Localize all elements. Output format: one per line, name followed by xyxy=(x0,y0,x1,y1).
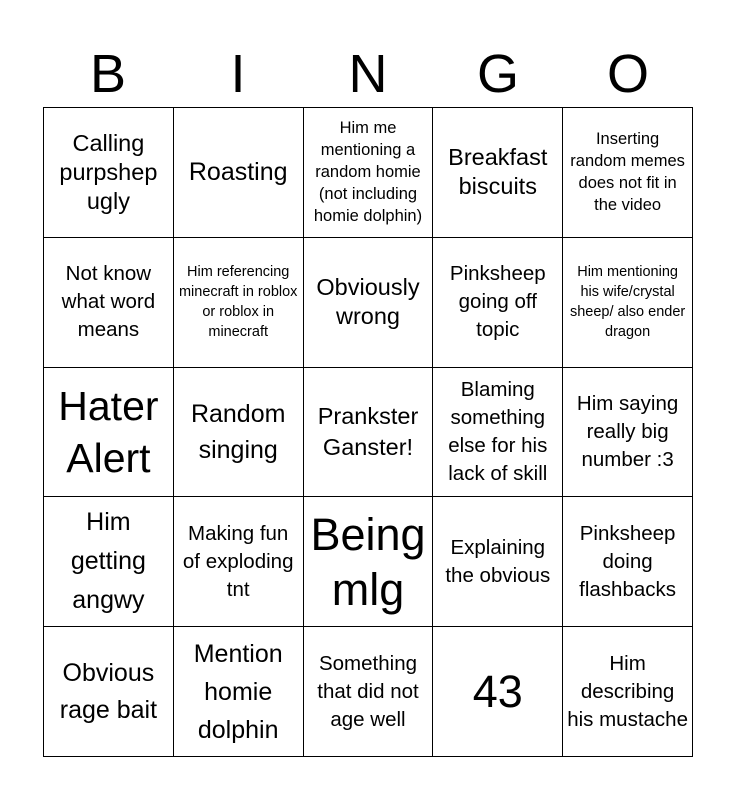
header-letter-g: G xyxy=(476,44,519,104)
bingo-cell[interactable] xyxy=(304,368,434,498)
cell-text: Roasting xyxy=(188,157,288,186)
cell-text: Something that did not age well xyxy=(317,651,419,731)
bingo-cell[interactable] xyxy=(44,238,174,368)
cell-text: Him saying really big number :3 xyxy=(576,391,679,471)
bingo-cell[interactable] xyxy=(174,368,304,498)
cell-text: Mention homie dolphin xyxy=(193,639,283,744)
bingo-cell[interactable] xyxy=(563,108,693,238)
bingo-grid xyxy=(43,107,693,757)
header-letter-n: N xyxy=(348,44,388,104)
bingo-cell[interactable] xyxy=(304,497,434,627)
cell-text: Obviously wrong xyxy=(316,274,420,330)
bingo-cell[interactable] xyxy=(174,497,304,627)
bingo-cell[interactable] xyxy=(433,497,563,627)
bingo-cell[interactable] xyxy=(174,238,304,368)
cell-text: Making fun of exploding tnt xyxy=(182,521,294,601)
header-letter-b: B xyxy=(89,44,127,104)
cell-text: Him mentioning his wife/crystal sheep/ also ender dragon xyxy=(569,264,686,341)
cell-text: Him describing his mustache xyxy=(567,651,688,731)
bingo-cell[interactable] xyxy=(174,108,304,238)
bingo-cell[interactable] xyxy=(44,108,174,238)
header-letter-o: O xyxy=(606,44,649,104)
bingo-cell[interactable] xyxy=(433,368,563,498)
bingo-cell[interactable] xyxy=(563,238,693,368)
cell-text: Hater Alert xyxy=(58,382,159,481)
bingo-cell[interactable] xyxy=(433,108,563,238)
bingo-cell[interactable] xyxy=(563,627,693,757)
header-letter-i: I xyxy=(230,44,246,104)
cell-text: Blaming something else for his lack of skill xyxy=(448,377,548,485)
bingo-header xyxy=(43,42,693,106)
cell-text: Pinksheep doing flashbacks xyxy=(579,521,677,601)
bingo-cell[interactable] xyxy=(563,368,693,498)
cell-text: Him referencing minecraft in roblox or roblox in minecraft xyxy=(178,264,298,341)
cell-text: Calling purpshep ugly xyxy=(59,129,158,214)
bingo-cell[interactable] xyxy=(433,238,563,368)
cell-text: Pinksheep going off topic xyxy=(449,262,546,342)
bingo-cell[interactable] xyxy=(304,238,434,368)
cell-text: Inserting random memes does not fit in the video xyxy=(570,130,685,215)
cell-text: Obvious rage bait xyxy=(59,658,158,724)
cell-text: Him me mentioning a random homie (not including homie dolphin) xyxy=(313,119,423,226)
bingo-cell[interactable] xyxy=(304,627,434,757)
cell-text: Explaining the obvious xyxy=(445,535,551,587)
cell-text: Not know what word means xyxy=(61,262,156,342)
bingo-cell-free[interactable] xyxy=(433,627,563,757)
cell-text: Random singing xyxy=(190,399,286,464)
cell-text: Him getting angwy xyxy=(70,508,146,615)
bingo-cell[interactable] xyxy=(44,497,174,627)
cell-text: Breakfast biscuits xyxy=(448,144,548,200)
bingo-cell[interactable] xyxy=(44,627,174,757)
bingo-cell[interactable] xyxy=(304,108,434,238)
bingo-cell[interactable] xyxy=(174,627,304,757)
bingo-cell[interactable] xyxy=(563,497,693,627)
cell-text: Prankster Ganster! xyxy=(317,402,419,460)
bingo-cell[interactable] xyxy=(44,368,174,498)
cell-text: 43 xyxy=(472,666,523,718)
cell-text: Being mlg xyxy=(310,508,426,615)
